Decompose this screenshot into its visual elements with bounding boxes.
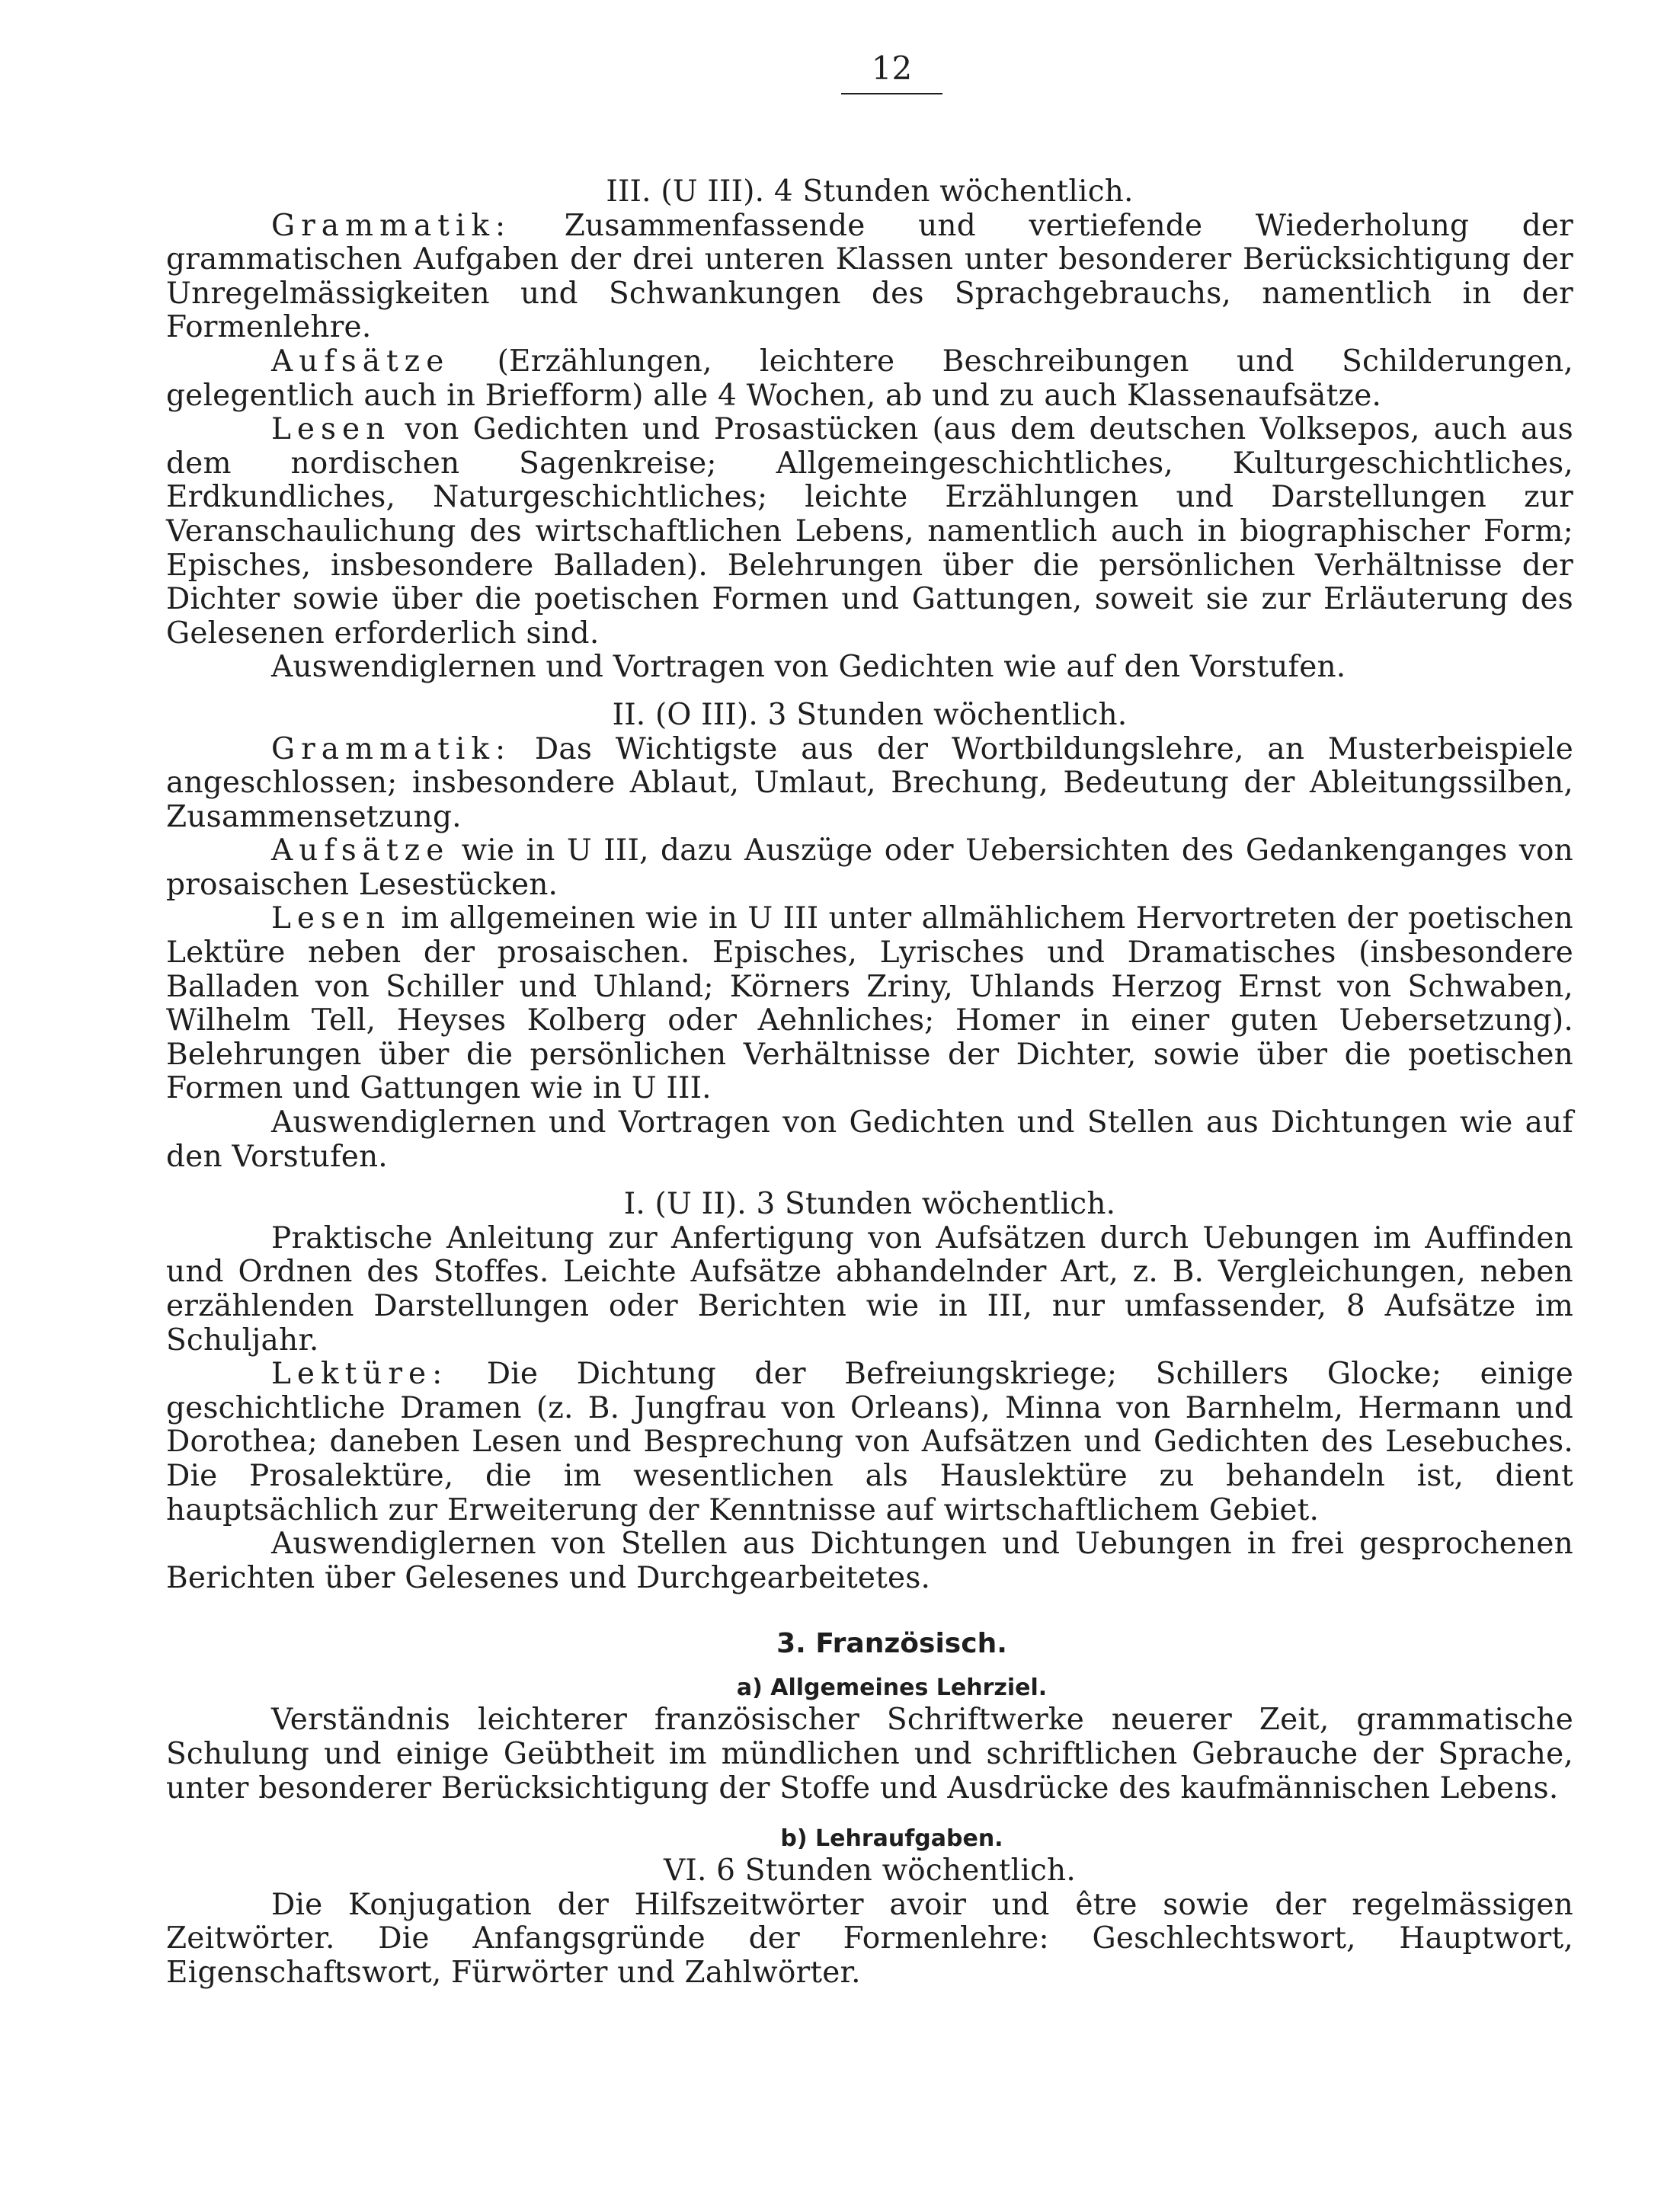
german-curriculum-continued	[166, 175, 1573, 1595]
subheading-tasks: b) Lehraufgaben.	[780, 1825, 1003, 1853]
paragraph-practice-u-ii: Praktische Anleitung zur Anfertigung von Aufsätzen durch Uebungen im Auffinden und Ordnen des Stoffes. Leichte Aufsätze abhandelnder Art, z. B. Vergleichungen, neben erzählenden Darstellungen oder Berichten wie in III, nur umfassender, 8 Aufsätze im Schuljahr.	[166, 1220, 1573, 1358]
paragraph-essays-o-iii: Aufsätze wie in U III, dazu Auszüge oder Uebersichten des Gedankenganges von prosaischen Lesestücken.	[166, 833, 1573, 902]
section-title-french: 3. Französisch.	[776, 1628, 1007, 1660]
class-heading-vi: VI. 6 Stunden wöchentlich.	[664, 1853, 1076, 1889]
paragraph-french-goal: Verständnis leichterer französischer Schriftwerke neuerer Zeit, grammatische Schulung und einige Geübtheit im mündlichen und schriftlichen Gebrauche der Sprache, unter besonderer Berücksichtigung der Stoffe und Ausdrücke des kaufmännischen Lebens.	[166, 1703, 1573, 1805]
paragraph-reading-o-iii: Lesen im allgemeinen wie in U III unter allmählichem Hervortreten der poetischen Lektüre neben der prosaischen. Episches, Lyrisches und Dramatisches (insbesondere Balladen von Schiller und Uhland; Körners Zriny, Uhlands Herzog Ernst von Schwaben, Wilhelm Tell, Heyses Kolberg oder Aehnliches; Homer in einer guten Uebersetzung). Belehrungen über die persönlichen Verhältnisse der Dichter, sowie über die poetischen Formen und Gattungen wie in U III.	[166, 901, 1573, 1106]
paragraph-reading-u-ii: Lektüre: Die Dichtung der Befreiungskriege; Schillers Glocke; einige geschichtliche Dramen (z. B. Jungfrau von Orleans), Minna von Barnhelm, Hermann und Dorothea; daneben Lesen und Besprechung von Aufsätzen und Gedichten des Lesebuches. Die Prosalektüre, die im wesentlichen als Hauslektüre zu behandeln ist, dient hauptsächlich zur Erweiterung der Kenntnisse auf wirtschaftlichem Gebiet.	[166, 1357, 1573, 1527]
lead-essays: Aufsätze	[271, 344, 450, 379]
paragraph-recitation-u-ii: Auswendiglernen von Stellen aus Dichtungen und Uebungen in frei gesprochenen Berichten über Gelesenes und Durchgearbeitetes.	[166, 1527, 1573, 1595]
paragraph-recitation-o-iii: Auswendiglernen und Vortragen von Gedichten und Stellen aus Dichtungen wie auf den Vorstufen.	[166, 1105, 1573, 1174]
class-heading-u-ii: I. (U II). 3 Stunden wöchentlich.	[623, 1187, 1116, 1222]
paragraph-reading-u-iii: Lesen von Gedichten und Prosastücken (aus dem deutschen Volksepos, auch aus dem nordischen Sagenkreise; Allgemeingeschichtliches, Kulturgeschichtliches, Erdkundliches, Naturgeschichtliches; leichte Erzählungen und Darstellungen zur Veranschaulichung des wirtschaftlichen Lebens, namentlich auch in biographischer Form; Episches, insbesondere Balladen). Belehrungen über die persönlichen Verhältnisse der Dichter sowie über die poetischen Formen und Gattungen, soweit sie zur Erläuterung des Gelesenen erforderlich sind.	[166, 412, 1573, 651]
paragraph-grammar-u-iii: Grammatik: Zusammenfassende und vertiefende Wiederholung der grammatischen Aufgaben der drei unteren Klassen unter besonderer Berücksichtigung der Unregelmässigkeiten und Schwankungen des Sprachgebrauchs, namentlich in der Formenlehre.	[166, 208, 1573, 345]
lead-reading: Lesen	[271, 901, 392, 936]
lead-grammar: Grammatik:	[271, 731, 512, 766]
french-goal	[166, 1703, 1573, 1805]
paragraph-french-vi: Die Konjugation der Hilfszeitwörter avoir und être sowie der regelmässigen Zeitwörter. Die Anfangsgründe der Formenlehre: Geschlechtswort, Hauptwort, Eigenschaftswort, Fürwörter und Zahlwörter.	[166, 1887, 1573, 1990]
lead-essays: Aufsätze	[271, 833, 450, 868]
page-number: 12	[210, 49, 1573, 94]
paragraph-recitation-u-iii: Auswendiglernen und Vortragen von Gedichten wie auf den Vorstufen.	[271, 650, 1346, 685]
class-heading-o-iii: II. (O III). 3 Stunden wöchentlich.	[612, 697, 1128, 732]
lead-lektuere: Lektüre:	[271, 1357, 449, 1392]
french-tasks	[166, 1854, 1573, 1990]
lead-reading: Lesen	[271, 412, 392, 447]
paragraph-essays-u-iii: Aufsätze (Erzählungen, leichtere Beschreibungen und Schilderungen, gelegentlich auch in Briefform) alle 4 Wochen, ab und zu auch Klassenaufsätze.	[166, 344, 1573, 413]
subheading-general-goal: a) Allgemeines Lehrziel.	[736, 1674, 1048, 1702]
lead-grammar: Grammatik:	[271, 208, 512, 243]
class-heading-u-iii: III. (U III). 4 Stunden wöchentlich.	[606, 174, 1134, 209]
paragraph-grammar-o-iii: Grammatik: Das Wichtigste aus der Wortbildungslehre, an Musterbeispiele angeschlossen; insbesondere Ablaut, Umlaut, Brechung, Bedeutung der Ableitungssilben, Zusammensetzung.	[166, 731, 1573, 834]
